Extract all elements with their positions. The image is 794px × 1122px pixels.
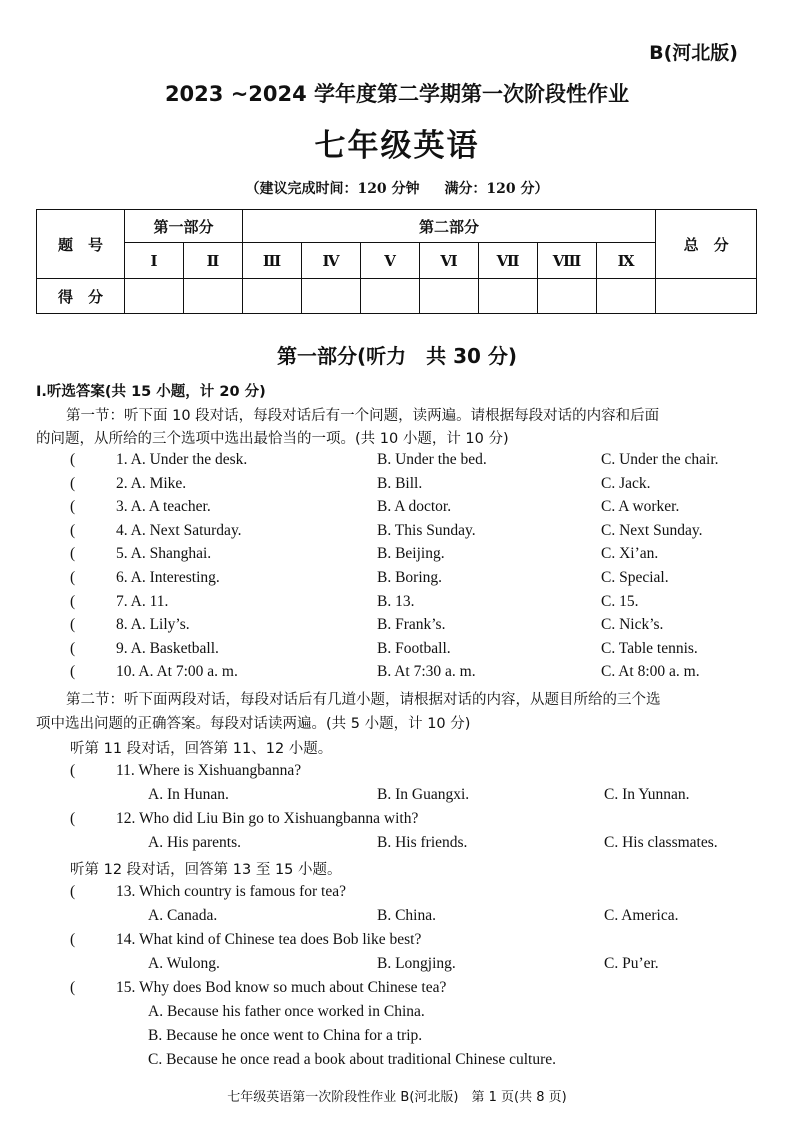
page-footer: 七年级英语第一次阶段性作业 B(河北版) 第 1 页(共 8 页) xyxy=(227,1090,567,1105)
q5-option-c: C. Xi’an. xyxy=(601,545,659,562)
q11-option-a: A. In Hunan. xyxy=(148,786,229,803)
subject-title: 七年级英语 xyxy=(314,128,480,164)
q13-option-b: B. China. xyxy=(377,907,436,924)
q12-option-a: A. His parents. xyxy=(148,834,241,851)
q1-option-a: 1. A. Under the desk. xyxy=(116,451,248,468)
roman-4: Ⅳ xyxy=(302,243,361,279)
q9-option-b: B. Football. xyxy=(377,640,451,657)
q7-option-c: C. 15. xyxy=(601,593,639,610)
q5-option-a: 5. A. Shanghai. xyxy=(116,545,212,562)
label-number: 题 号 xyxy=(37,210,125,279)
answer-paren[interactable]: ( xyxy=(70,498,76,515)
dialog11-note: 听第 11 段对话，回答第 11、12 小题。 xyxy=(70,741,333,757)
q8-option-a: 8. A. Lily’s. xyxy=(116,616,190,633)
q6-option-b: B. Boring. xyxy=(377,569,443,586)
score-cell[interactable] xyxy=(243,279,302,314)
q10-option-c: C. At 8:00 a. m. xyxy=(601,663,700,680)
q8-option-c: C. Nick’s. xyxy=(601,616,664,633)
q1-option-b: B. Under the bed. xyxy=(377,451,487,468)
q12-text: 12. Who did Liu Bin go to Xishuangbanna with? xyxy=(116,810,419,827)
time-note: （建议完成时间：120 分钟 xyxy=(245,181,420,197)
q15-option-c: C. Because he once read a book about traditional Chinese culture. xyxy=(148,1051,557,1068)
section1-heading: Ⅰ.听选答案(共 15 小题，计 20 分) xyxy=(36,384,266,400)
q2-option-a: 2. A. Mike. xyxy=(116,475,187,492)
score-cell[interactable] xyxy=(420,279,479,314)
answer-paren[interactable]: ( xyxy=(70,979,76,996)
q13-text: 13. Which country is famous for tea? xyxy=(116,883,346,900)
q8-option-b: B. Frank’s. xyxy=(377,616,446,633)
answer-paren[interactable]: ( xyxy=(70,593,76,610)
answer-paren[interactable]: ( xyxy=(70,640,76,657)
answer-paren[interactable]: ( xyxy=(70,663,76,680)
q14-text: 14. What kind of Chinese tea does Bob like best? xyxy=(116,931,422,948)
score-cell[interactable] xyxy=(538,279,597,314)
roman-1: Ⅰ xyxy=(125,243,184,279)
label-score: 得 分 xyxy=(37,279,125,314)
answer-paren[interactable]: ( xyxy=(70,883,76,900)
q4-option-a: 4. A. Next Saturday. xyxy=(116,522,242,539)
roman-7: Ⅶ xyxy=(479,243,538,279)
q11-option-c: C. In Yunnan. xyxy=(604,786,690,803)
q15-option-b: B. Because he once went to China for a trip. xyxy=(148,1027,423,1044)
q14-option-c: C. Pu’er. xyxy=(604,955,659,972)
q10-option-a: 10. A. At 7:00 a. m. xyxy=(116,663,238,680)
score-cell[interactable] xyxy=(302,279,361,314)
q2-option-c: C. Jack. xyxy=(601,475,651,492)
score-note: 满分：120 分） xyxy=(444,181,549,197)
roman-8: Ⅷ xyxy=(538,243,597,279)
dialog12-note: 听第 12 段对话，回答第 13 至 15 小题。 xyxy=(70,862,342,878)
answer-paren[interactable]: ( xyxy=(70,616,76,633)
roman-2: Ⅱ xyxy=(184,243,243,279)
score-cell[interactable] xyxy=(479,279,538,314)
q13-option-c: C. America. xyxy=(604,907,679,924)
q7-option-b: B. 13. xyxy=(377,593,415,610)
section2-intro-line1: 第二节：听下面两段对话，每段对话后有几道小题，请根据对话的内容，从题目所给的三个选 xyxy=(66,692,661,708)
section1-intro-line1: 第一节：听下面 10 段对话，每段对话后有一个问题，读两遍。请根据每段对话的内容和后面 xyxy=(66,408,660,424)
q1-option-c: C. Under the chair. xyxy=(601,451,719,468)
q3-option-a: 3. A. A teacher. xyxy=(116,498,211,515)
total-header: 总 分 xyxy=(656,210,757,279)
answer-paren[interactable]: ( xyxy=(70,931,76,948)
q2-option-b: B. Bill. xyxy=(377,475,423,492)
q14-option-a: A. Wulong. xyxy=(148,955,220,972)
score-cell[interactable] xyxy=(184,279,243,314)
total-score-cell[interactable] xyxy=(656,279,757,314)
q13-option-a: A. Canada. xyxy=(148,907,218,924)
q15-text: 15. Why does Bod know so much about Chinese tea? xyxy=(116,979,447,996)
q7-option-a: 7. A. 11. xyxy=(116,593,169,610)
section2-intro-line2: 项中选出问题的正确答案。每段对话读两遍。(共 5 小题，计 10 分) xyxy=(36,716,471,732)
part2-header: 第二部分 xyxy=(243,210,656,243)
score-cell[interactable] xyxy=(125,279,184,314)
edition-label: B(河北版) xyxy=(649,42,738,64)
answer-paren[interactable]: ( xyxy=(70,810,76,827)
q9-option-c: C. Table tennis. xyxy=(601,640,698,657)
roman-3: Ⅲ xyxy=(243,243,302,279)
q4-option-c: C. Next Sunday. xyxy=(601,522,703,539)
answer-paren[interactable]: ( xyxy=(70,451,76,468)
q14-option-b: B. Longjing. xyxy=(377,955,456,972)
exam-title: 2023 ~2024 学年度第二学期第一次阶段性作业 xyxy=(164,82,630,106)
q3-option-c: C. A worker. xyxy=(601,498,680,515)
answer-paren[interactable]: ( xyxy=(70,522,76,539)
q15-option-a: A. Because his father once worked in China. xyxy=(148,1003,425,1020)
score-cell[interactable] xyxy=(361,279,420,314)
score-table xyxy=(36,209,757,314)
q4-option-b: B. This Sunday. xyxy=(377,522,476,539)
exam-info xyxy=(0,178,794,198)
answer-paren[interactable]: ( xyxy=(70,545,76,562)
q6-option-c: C. Special. xyxy=(601,569,669,586)
q5-option-b: B. Beijing. xyxy=(377,545,445,562)
answer-paren[interactable]: ( xyxy=(70,475,76,492)
q3-option-b: B. A doctor. xyxy=(377,498,452,515)
answer-paren[interactable]: ( xyxy=(70,569,76,586)
q6-option-a: 6. A. Interesting. xyxy=(116,569,220,586)
part1-title: 第一部分(听力 共 30 分) xyxy=(276,344,518,368)
q12-option-b: B. His friends. xyxy=(377,834,468,851)
q11-text: 11. Where is Xishuangbanna? xyxy=(116,762,302,779)
q10-option-b: B. At 7:30 a. m. xyxy=(377,663,476,680)
section1-intro-line2: 的问题，从所给的三个选项中选出最恰当的一项。(共 10 小题，计 10 分) xyxy=(36,431,509,447)
q9-option-a: 9. A. Basketball. xyxy=(116,640,219,657)
score-cell[interactable] xyxy=(597,279,656,314)
part1-header: 第一部分 xyxy=(125,210,243,243)
answer-paren[interactable]: ( xyxy=(70,762,76,779)
roman-6: Ⅵ xyxy=(420,243,479,279)
q11-option-b: B. In Guangxi. xyxy=(377,786,470,803)
roman-5: Ⅴ xyxy=(361,243,420,279)
roman-9: Ⅸ xyxy=(597,243,656,279)
q12-option-c: C. His classmates. xyxy=(604,834,718,851)
